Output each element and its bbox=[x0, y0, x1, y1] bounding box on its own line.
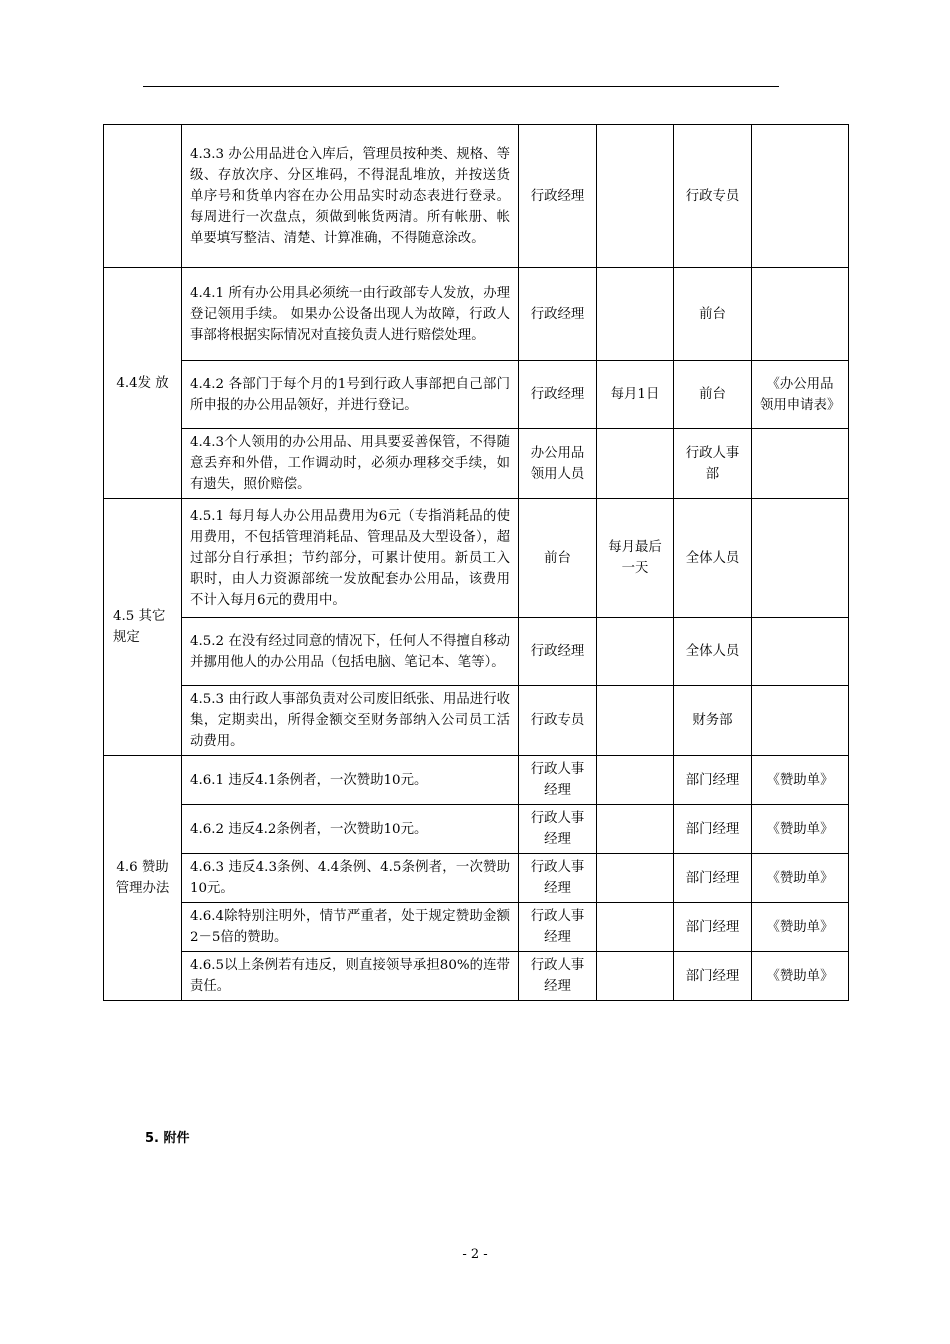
item-text: 4.6.4除特别注明外，情节严重者，处于规定赞助金额2－5倍的赞助。 bbox=[182, 903, 519, 952]
table-row bbox=[104, 125, 849, 268]
item-text: 4.6.2 违反4.2条例者，一次赞助10元。 bbox=[182, 805, 519, 854]
table-row bbox=[104, 854, 849, 903]
form-cell: 《赞助单》 bbox=[752, 903, 849, 952]
executor-cell: 部门经理 bbox=[674, 854, 752, 903]
time-cell bbox=[597, 903, 674, 952]
time-cell bbox=[597, 854, 674, 903]
form-cell bbox=[752, 125, 849, 268]
section-label-sponsorship: 4.6 赞助管理办法 bbox=[104, 756, 182, 1001]
section-label-issue: 4.4发 放 bbox=[104, 268, 182, 499]
executor-cell: 部门经理 bbox=[674, 756, 752, 805]
form-cell bbox=[752, 686, 849, 756]
executor-cell: 部门经理 bbox=[674, 805, 752, 854]
attachment-heading: 5. 附件 bbox=[145, 1131, 190, 1146]
item-text: 4.6.3 违反4.3条例、4.4条例、4.5条例者，一次赞助10元。 bbox=[182, 854, 519, 903]
time-cell: 每月1日 bbox=[597, 361, 674, 429]
time-cell bbox=[597, 125, 674, 268]
table-row bbox=[104, 499, 849, 618]
responsible-cell: 行政人事经理 bbox=[519, 952, 597, 1001]
table-row bbox=[104, 952, 849, 1001]
item-text: 4.4.2 各部门于每个月的1号到行政人事部把自己部门所申报的办公用品领好，并进行登记。 bbox=[182, 361, 519, 429]
executor-cell: 部门经理 bbox=[674, 903, 752, 952]
executor-cell: 财务部 bbox=[674, 686, 752, 756]
responsible-cell: 前台 bbox=[519, 499, 597, 618]
time-cell bbox=[597, 756, 674, 805]
executor-cell: 全体人员 bbox=[674, 618, 752, 686]
table-row bbox=[104, 756, 849, 805]
header-rule bbox=[143, 86, 779, 87]
time-cell bbox=[597, 952, 674, 1001]
time-cell bbox=[597, 268, 674, 361]
executor-cell: 行政人事部 bbox=[674, 429, 752, 499]
item-text: 4.4.3个人领用的办公用品、用具要妥善保管，不得随意丢弃和外借，工作调动时，必须办理移交手续，如有遗失，照价赔偿。 bbox=[182, 429, 519, 499]
policy-table bbox=[103, 124, 849, 1001]
form-cell bbox=[752, 268, 849, 361]
item-text: 4.3.3 办公用品进仓入库后，管理员按种类、规格、等级、存放次序、分区堆码，不得混乱堆放，并按送货单序号和货单内容在办公用品实时动态表进行登录。每周进行一次盘点，须做到帐货两清。所有帐册、帐单要填写整洁、清楚、计算准确，不得随意涂改。 bbox=[182, 125, 519, 268]
form-cell bbox=[752, 499, 849, 618]
table-row bbox=[104, 429, 849, 499]
section-cell-blank bbox=[104, 125, 182, 268]
time-cell bbox=[597, 805, 674, 854]
responsible-cell: 行政经理 bbox=[519, 125, 597, 268]
executor-cell: 前台 bbox=[674, 268, 752, 361]
item-text: 4.6.1 违反4.1条例者，一次赞助10元。 bbox=[182, 756, 519, 805]
form-cell bbox=[752, 429, 849, 499]
form-cell: 《赞助单》 bbox=[752, 805, 849, 854]
table-row bbox=[104, 805, 849, 854]
executor-cell: 全体人员 bbox=[674, 499, 752, 618]
executor-cell: 前台 bbox=[674, 361, 752, 429]
time-cell bbox=[597, 686, 674, 756]
table-row bbox=[104, 686, 849, 756]
responsible-cell: 行政人事经理 bbox=[519, 854, 597, 903]
table-row bbox=[104, 903, 849, 952]
table-row bbox=[104, 268, 849, 361]
item-text: 4.5.2 在没有经过同意的情况下，任何人不得擅自移动并挪用他人的办公用品（包括电脑、笔记本、笔等）。 bbox=[182, 618, 519, 686]
responsible-cell: 行政经理 bbox=[519, 268, 597, 361]
form-cell: 《赞助单》 bbox=[752, 854, 849, 903]
responsible-cell: 行政经理 bbox=[519, 361, 597, 429]
time-cell bbox=[597, 618, 674, 686]
form-cell: 《赞助单》 bbox=[752, 756, 849, 805]
executor-cell: 部门经理 bbox=[674, 952, 752, 1001]
responsible-cell: 行政专员 bbox=[519, 686, 597, 756]
form-cell bbox=[752, 618, 849, 686]
responsible-cell: 行政人事经理 bbox=[519, 805, 597, 854]
responsible-cell: 行政经理 bbox=[519, 618, 597, 686]
time-cell bbox=[597, 429, 674, 499]
responsible-cell: 办公用品领用人员 bbox=[519, 429, 597, 499]
section-label-other: 4.5 其它规定 bbox=[104, 499, 182, 756]
form-cell: 《赞助单》 bbox=[752, 952, 849, 1001]
item-text: 4.5.1 每月每人办公用品费用为6元（专指消耗品的使用费用，不包括管理消耗品、管理品及大型设备），超过部分自行承担；节约部分，可累计使用。新员工入职时，由人力资源部统一发放配套办公用品，该费用不计入每月6元的费用中。 bbox=[182, 499, 519, 618]
responsible-cell: 行政人事经理 bbox=[519, 756, 597, 805]
table-row bbox=[104, 618, 849, 686]
executor-cell: 行政专员 bbox=[674, 125, 752, 268]
form-cell: 《办公用品领用申请表》 bbox=[752, 361, 849, 429]
time-cell: 每月最后一天 bbox=[597, 499, 674, 618]
item-text: 4.4.1 所有办公用具必须统一由行政部专人发放，办理登记领用手续。 如果办公设备出现人为故障，行政人事部将根据实际情况对直接负责人进行赔偿处理。 bbox=[182, 268, 519, 361]
page-number: - 2 - bbox=[462, 1247, 488, 1262]
table-row bbox=[104, 361, 849, 429]
item-text: 4.5.3 由行政人事部负责对公司废旧纸张、用品进行收集，定期卖出，所得金额交至财务部纳入公司员工活动费用。 bbox=[182, 686, 519, 756]
responsible-cell: 行政人事经理 bbox=[519, 903, 597, 952]
item-text: 4.6.5以上条例若有违反，则直接领导承担80%的连带责任。 bbox=[182, 952, 519, 1001]
